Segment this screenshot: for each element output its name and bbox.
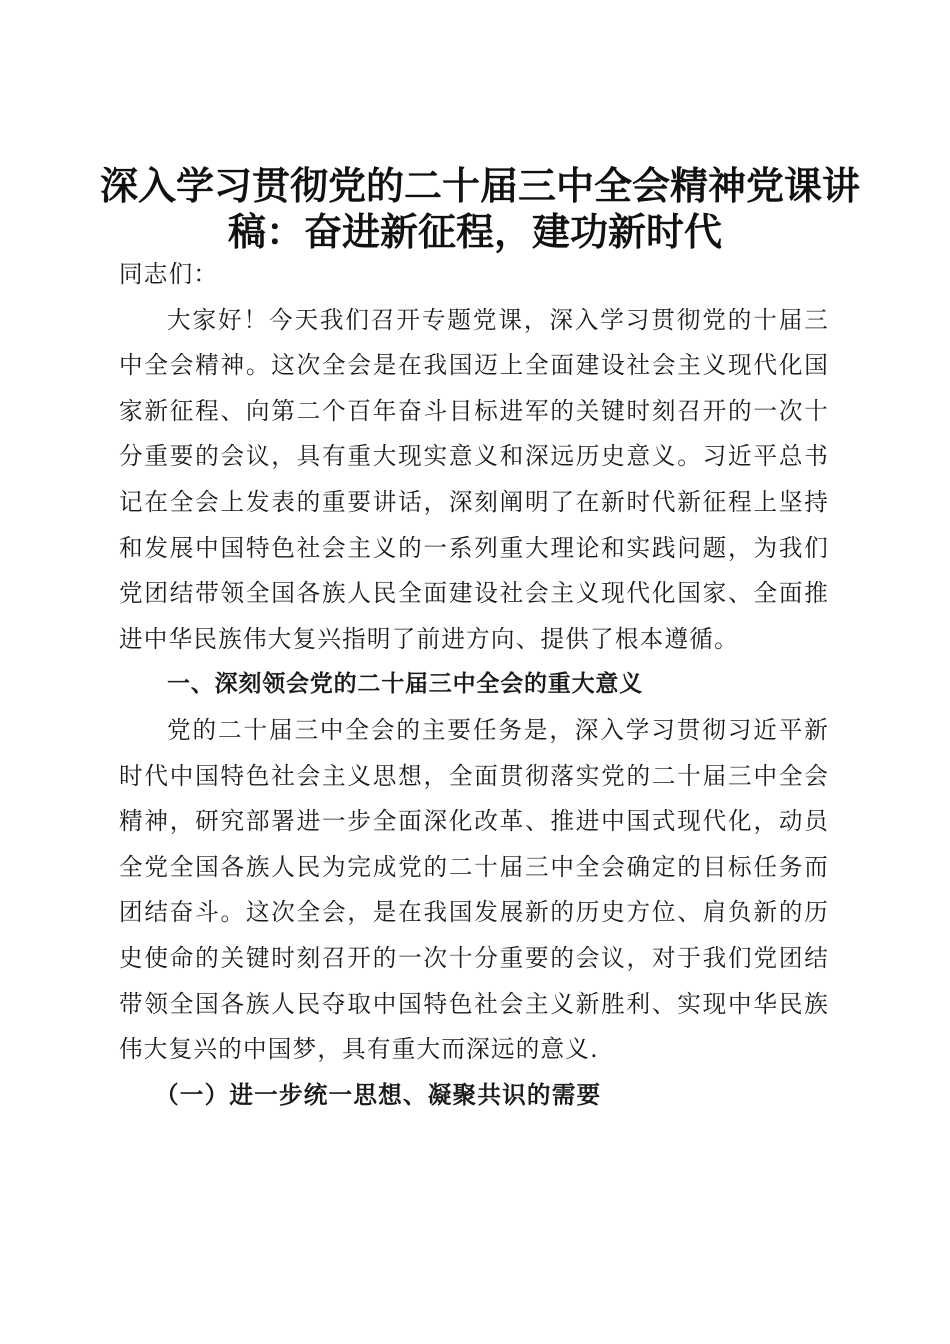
salutation: 同志们： <box>119 260 219 288</box>
paragraph-opening: 大家好！今天我们召开专题党课，深入学习贯彻党的十届三中全会精神。这次全会是在我国迈上全面建设社会主义现代化国家新征程、向第二个百年奋斗目标进军的关键时刻召开的一次十分重要的会议，具有重大现实意义和深远历史意义。习近平总书记在全会上发表的重要讲话，深刻阐明了在新时代新征程上坚持和发展中国特色社会主义的一系列重大理论和实践问题，为我们党团结带领全国各族人民全面建设社会主义现代化国家、全面推进中华民族伟大复兴指明了前进方向、提供了根本遵循。 <box>119 305 829 653</box>
title-line-2: 稿：奋进新征程，建功新时代 <box>227 209 722 255</box>
section-heading-1: 一、深刻领会党的二十届三中全会的重大意义 <box>167 671 643 698</box>
paragraph-significance: 党的二十届三中全会的主要任务是，深入学习贯彻习近平新时代中国特色社会主义思想，全面贯彻落实党的二十届三中全会精神，研究部署进一步全面深化改革、推进中国式现代化，动员全党全国各族人民为完成党的二十届三中全会确定的目标任务而团结奋斗。这次全会，是在我国发展新的历史方位、肩负新的历史使命的关键时刻召开的一次十分重要的会议，对于我们党团结带领全国各族人民夺取中国特色社会主义新胜利、实现中华民族伟大复兴的中国梦，具有重大而深远的意义. <box>119 715 829 1064</box>
document-title <box>100 163 861 255</box>
title-line-1: 深入学习贯彻党的二十届三中全会精神党课讲 <box>100 163 861 209</box>
subsection-heading-1: （一）进一步统一思想、凝聚共识的需要 <box>155 1080 602 1109</box>
document-body <box>119 252 829 1118</box>
